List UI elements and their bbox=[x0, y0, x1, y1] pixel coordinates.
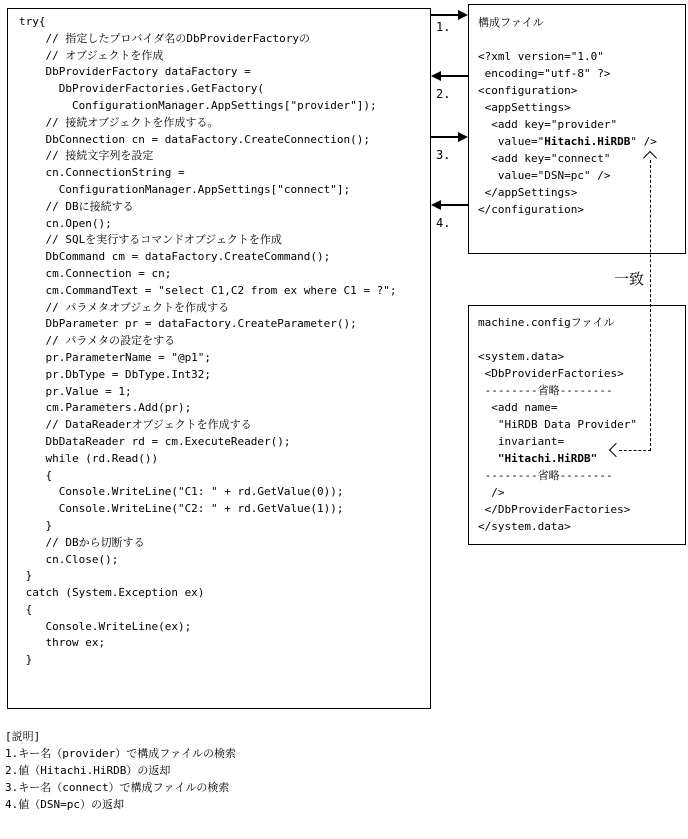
arrow-shaft bbox=[431, 14, 459, 16]
flow-arrow-4-label: 4. bbox=[436, 216, 451, 230]
xml-line bbox=[478, 31, 681, 48]
flow-arrow-2-left-icon bbox=[431, 71, 468, 81]
xml-line: </DbProviderFactories> bbox=[478, 503, 631, 516]
xml-line: --------省略-------- bbox=[478, 469, 613, 482]
xml-line: "HiRDB Data Provider" bbox=[478, 418, 637, 431]
explanation-block bbox=[5, 728, 236, 813]
match-dashed-line-horizontal bbox=[619, 450, 651, 451]
xml-line: <configuration> bbox=[478, 84, 578, 97]
xml-line: "Hitachi.HiRDB" bbox=[497, 452, 598, 465]
flow-arrow-2-label: 2. bbox=[436, 87, 451, 101]
flow-arrow-4-left-icon bbox=[431, 200, 468, 210]
xml-line: <add key="connect" bbox=[478, 152, 611, 165]
xml-line: /> bbox=[478, 486, 505, 499]
xml-line: invariant= bbox=[478, 435, 565, 448]
arrow-shaft bbox=[440, 75, 468, 77]
arrowhead-right-icon bbox=[458, 132, 468, 142]
flow-arrow-3-right-icon bbox=[431, 132, 468, 142]
config-file-box bbox=[468, 4, 686, 254]
xml-line: encoding="utf-8" ?> bbox=[478, 67, 611, 80]
explanation-item-1: 1.キー名（provider）で構成ファイルの検索 bbox=[5, 747, 237, 760]
explanation-title: [説明] bbox=[5, 730, 41, 743]
code-box bbox=[7, 8, 431, 709]
arrow-shaft bbox=[431, 136, 459, 138]
config-file-title: 構成ファイル bbox=[478, 16, 544, 29]
xml-line: <DbProviderFactories> bbox=[478, 367, 624, 380]
arrow-shaft bbox=[440, 204, 468, 206]
machine-config-title: machine.configファイル bbox=[478, 316, 615, 329]
xml-line: <add name= bbox=[478, 401, 558, 414]
arrowhead-left-icon bbox=[431, 71, 441, 81]
xml-line: </configuration> bbox=[478, 203, 584, 216]
match-dashed-line-vertical bbox=[650, 160, 651, 451]
xml-line: --------省略-------- bbox=[478, 384, 613, 397]
xml-line: </appSettings> bbox=[478, 186, 578, 199]
explanation-item-4: 4.値（DSN=pc）の返却 bbox=[5, 798, 124, 811]
code-text: try{ // 指定したプロバイダ名のDbProviderFactoryの // オブジェクトを作成 DbProviderFactory dataFactory = DbProviderFactories.GetFactory( ConfigurationManager.AppSettings["provider"]); // 接続オブジェクトを作成する。 DbConnection cn = dataFactory.CreateConnection(); // 接続文字列を設定 cn.ConnectionString = ConfigurationManager.AppSettings["connect"]; // DBに接続する cn.Open(); // SQLを実行するコマンドオブジェクトを作成 DbCommand cm = dataFactory.CreateCommand(); cm.Connection = cn; cm.CommandText = "select C1,C2 from ex where C1 = ?"; // パラメタオブジェクトを作成する DbParameter pr = dataFactory.CreateParameter(); // パラメタの設定をする pr.ParameterName = "@p1"; pr.DbType = DbType.Int32; pr.Value = 1; cm.Parameters.Add(pr); // DataReaderオブジェクトを作成する DbDataReader rd = cm.ExecuteReader(); while (rd.Read()) { Console.WriteLine("C1: " + rd.GetValue(0)); Console.WriteLine("C2: " + rd.GetValue(1)); } // DBから切断する cn.Close(); } catch (System.Exception ex) { Console.WriteLine(ex); throw ex; } bbox=[19, 15, 397, 667]
flow-arrow-3-label: 3. bbox=[436, 148, 451, 162]
xml-line: <system.data> bbox=[478, 350, 565, 363]
arrowhead-right-icon bbox=[458, 10, 468, 20]
xml-line: <appSettings> bbox=[478, 101, 571, 114]
flow-arrow-1-label: 1. bbox=[436, 20, 451, 34]
xml-line: value="DSN=pc" /> bbox=[478, 169, 611, 182]
explanation-item-2: 2.値（Hitachi.HiRDB）の返却 bbox=[5, 764, 171, 777]
machine-config-box bbox=[468, 305, 686, 545]
xml-line: <?xml version="1.0" bbox=[478, 50, 604, 63]
xml-line: </system.data> bbox=[478, 520, 571, 533]
xml-line: value="Hitachi.HiRDB" /> bbox=[478, 135, 657, 148]
flow-arrow-1-right-icon bbox=[431, 10, 468, 20]
xml-line: <add key="provider" bbox=[478, 118, 618, 131]
explanation-item-3: 3.キー名（connect）で構成ファイルの検索 bbox=[5, 781, 230, 794]
match-label: 一致 bbox=[614, 270, 645, 288]
arrowhead-left-icon bbox=[431, 200, 441, 210]
